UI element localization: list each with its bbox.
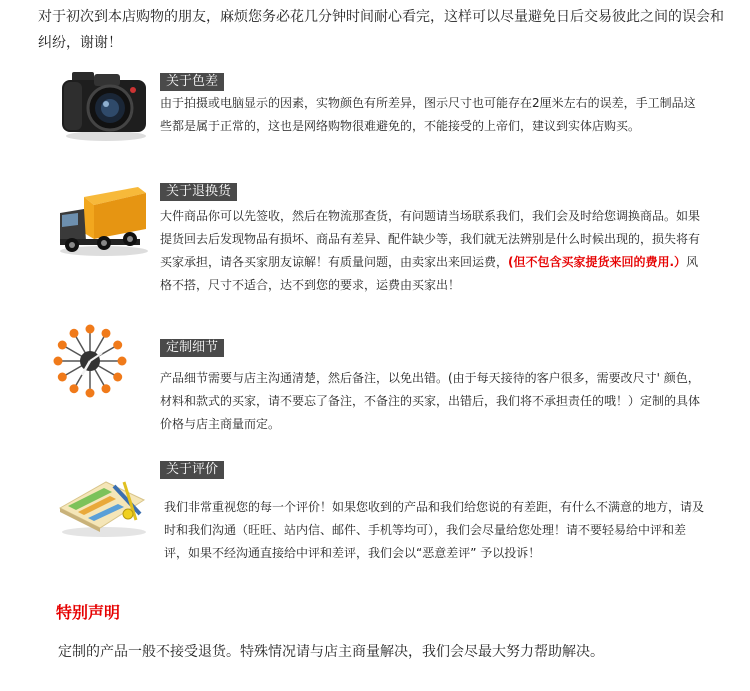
color-difference-text: 由于拍摄或电脑显示的因素，实物颜色有所差异，图示尺寸也可能存在2厘米左右的误差，手工制品这些都是属于正常的，这也是网络购物很难避免的，不能接受的上帝们，建议到实体店购买。 <box>160 96 696 133</box>
returns-text-main: 大件商品你可以先签收，然后在物流那查货，有问题请当场联系我们，我们会及时给您调换商品。如果提货回去后发现物品有损坏、商品有差异、配件缺少等，我们就无法辨别是什么时候出现的，损失将有买家承担，请各买家朋友谅解！有质量问题，由卖家出来回运费， <box>160 209 701 269</box>
heading-color-difference: 关于色差 <box>160 73 224 91</box>
heading-reviews: 关于评价 <box>160 461 224 479</box>
intro-text: 对于初次到本店购物的朋友，麻烦您务必花几分钟时间耐心看完，这样可以尽量避免日后交易彼此之间的误会和纠纷，谢谢！ <box>38 9 724 51</box>
special-statement-title: 特别声明 <box>56 603 121 622</box>
clock-icon <box>52 323 128 399</box>
heading-returns: 关于退换货 <box>160 183 237 201</box>
customization-text: 产品细节需要与店主沟通清楚，然后备注，以免出错。(由于每天接待的客户很多，需要改尺寸' 颜色，材料和款式的买家，请不要忘了备注，不备注的买家，出错后，我们将不承担责任的哦！）定制的具体价格与店主商量而定。 <box>160 371 701 431</box>
returns-text <box>160 205 705 297</box>
returns-text-highlight: (但不包含买家提货来回的费用.） <box>508 255 687 269</box>
returns-text-tail: 风格不搭，尺寸不适合，达不到您的要求，运费由买家出！ <box>160 255 699 292</box>
notebook-icon <box>54 474 150 538</box>
camera-icon <box>58 66 150 142</box>
reviews-text: 我们非常重视您的每一个评价！如果您收到的产品和我们给您说的有差距，有什么不满意的地方，请及时和我们沟通（旺旺、站内信、邮件、手机等均可），我们会尽量给您处理！请不要轻易给中评和差评，如果不经沟通直接给中评和差评，我们会以“恶意差评” 予以投诉！ <box>164 500 705 560</box>
special-statement-text: 定制的产品一般不接受退货。特殊情况请与店主商量解决，我们会尽最大努力帮助解决。 <box>58 644 604 660</box>
truck-icon <box>54 183 150 257</box>
heading-customization: 定制细节 <box>160 339 224 357</box>
